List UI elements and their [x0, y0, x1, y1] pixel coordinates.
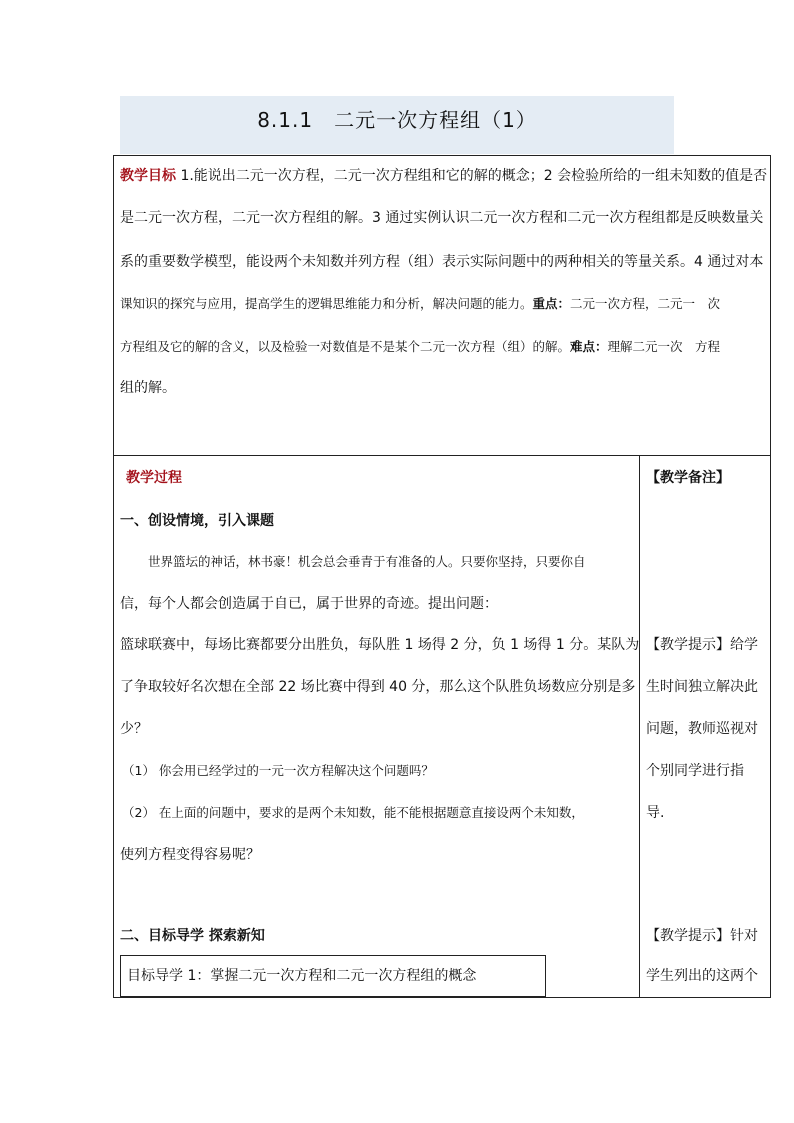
tip-2-line-1: 【教学提示】针对 [646, 928, 758, 944]
process-paragraph-4: 了争取较好名次想在全部 22 场比赛中得到 40 分，那么这个队胜负场数应分别是多 [120, 679, 636, 695]
section-2-heading: 二、目标导学 探索新知 [120, 928, 265, 944]
process-cell [113, 455, 640, 998]
difficulty-label: 难点： [570, 339, 608, 354]
process-paragraph-1: 世界篮坛的神话，林书豪！机会总会垂青于有准备的人。只要你坚持，只要你自 [148, 554, 586, 569]
tip-1-line-3: 问题，教师巡视对 [646, 721, 758, 737]
key-point-label: 重点： [532, 296, 571, 311]
question-1: （1） 你会用已经学过的一元一次方程解决这个问题吗？ [122, 763, 434, 778]
objectives-line-1: 教学目标 1.能说出二元一次方程，二元一次方程组和它的解的概念；2 会检验所给的一组未知数的值是否 [120, 168, 768, 184]
tip-2-line-2: 学生列出的这两个 [646, 968, 758, 984]
process-heading: 教学过程 [126, 470, 182, 486]
tip-1-line-5: 导. [646, 805, 665, 821]
page-title: 8.1.1 二元一次方程组（1） [257, 108, 537, 132]
question-2: （2） 在上面的问题中，要求的是两个未知数，能不能根据题意直接设两个未知数， [122, 805, 584, 820]
objectives-line-3: 系的重要数学模型，能设两个未知数并列方程（组）表示实际问题中的两种相关的等量关系。4 通过对本 [120, 254, 764, 270]
goal-1-text: 目标导学 1：掌握二元一次方程和二元一次方程组的概念 [127, 968, 477, 984]
tip-1-line-1: 【教学提示】给学 [646, 637, 758, 653]
section-1-heading: 一、创设情境，引入课题 [120, 513, 274, 529]
objectives-label: 教学目标 [120, 168, 176, 184]
question-3: 使列方程变得容易呢？ [120, 847, 260, 863]
process-paragraph-5: 少？ [120, 721, 148, 737]
notes-heading: 【教学备注】 [646, 470, 730, 486]
tip-1-line-2: 生时间独立解决此 [646, 679, 758, 695]
objectives-line-2: 是二元一次方程，二元一次方程组的解。3 通过实例认识二元一次方程和二元一次方程组都是反映数量关 [120, 210, 764, 226]
objectives-line-4: 课知识的探究与应用，提高学生的逻辑思维能力和分析，解决问题的能力。重点：二元一次方程，二元一 次 [120, 296, 721, 311]
objectives-line-5: 方程组及它的解的含义，以及检验一对数值是不是某个二元一次方程（组）的解。难点：理解二元一次 方程 [120, 339, 721, 354]
process-paragraph-2: 信，每个人都会创造属于自已，属于世界的奇迹。提出问题： [120, 596, 498, 612]
tip-1-line-4: 个别同学进行指 [646, 763, 744, 779]
objectives-line-6: 组的解。 [120, 380, 176, 396]
process-paragraph-3: 篮球联赛中，每场比赛都要分出胜负，每队胜 1 场得 2 分，负 1 场得 1 分。某队为 [120, 637, 640, 653]
